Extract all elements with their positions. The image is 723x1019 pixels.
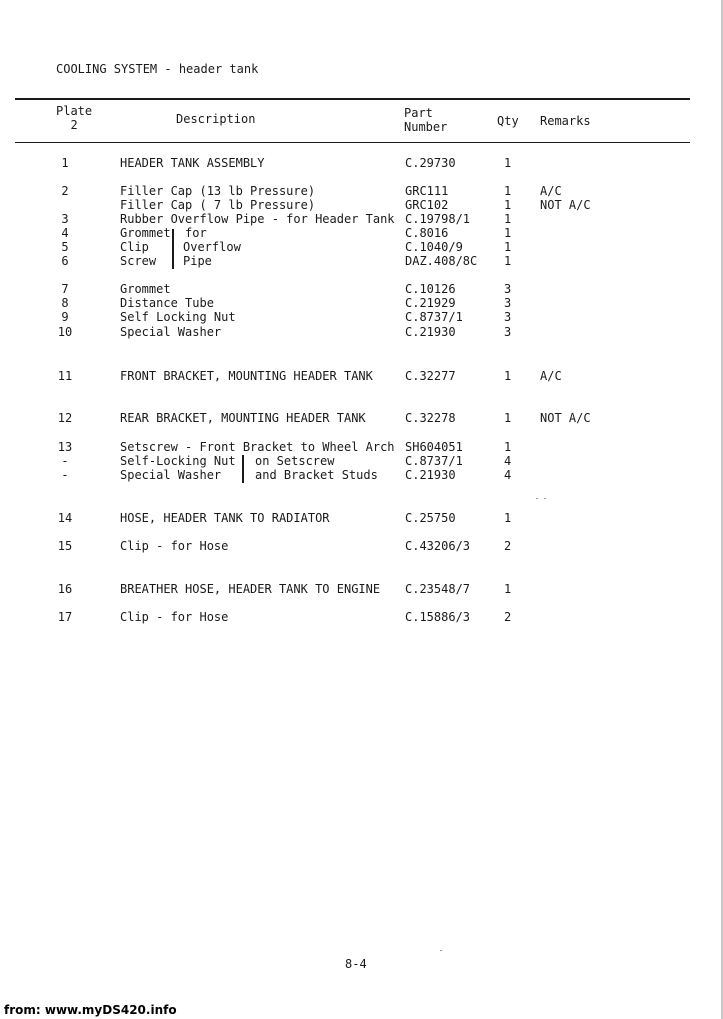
- cell-qty: 1: [504, 240, 512, 254]
- cell-description: Clip - for Hose: [120, 610, 229, 624]
- cell-description: Grommet: [120, 226, 171, 240]
- cell-qty: 3: [504, 310, 512, 324]
- header-remarks: Remarks: [540, 114, 591, 128]
- cell-plate: 2: [61, 184, 69, 198]
- cell-part-number: C.29730: [405, 156, 456, 170]
- cell-part-number: DAZ.408/8C: [405, 254, 478, 268]
- cell-remarks: NOT A/C: [540, 411, 591, 425]
- cell-qty: 2: [504, 610, 512, 624]
- cell-plate: 5: [61, 240, 69, 254]
- cell-description: Special Washer: [120, 468, 222, 482]
- cell-part-number: C.21929: [405, 296, 456, 310]
- cell-plate: 7: [61, 282, 69, 296]
- cell-remarks: NOT A/C: [540, 198, 591, 212]
- cell-qty: 1: [504, 226, 512, 240]
- cell-qty: 3: [504, 325, 512, 339]
- cell-description-sub: on Setscrew: [255, 454, 335, 468]
- header-plate: Plate 2: [56, 104, 93, 132]
- cell-part-number: C.8016: [405, 226, 449, 240]
- cell-plate: 11: [57, 369, 73, 383]
- cell-plate: 9: [61, 310, 69, 324]
- cell-qty: 2: [504, 539, 512, 553]
- scan-speck: [536, 498, 538, 499]
- cell-description: Grommet: [120, 282, 171, 296]
- cell-plate: 12: [57, 411, 73, 425]
- cell-part-number: C.8737/1: [405, 454, 463, 468]
- cell-qty: 1: [504, 511, 512, 525]
- cell-description: HOSE, HEADER TANK TO RADIATOR: [120, 511, 330, 525]
- header-qty: Qty: [497, 114, 519, 128]
- cell-description: HEADER TANK ASSEMBLY: [120, 156, 265, 170]
- cell-part-number: SH604051: [405, 440, 463, 454]
- page-number: 8-4: [345, 957, 367, 971]
- cell-qty: 4: [504, 454, 512, 468]
- cell-plate: 6: [61, 254, 69, 268]
- cell-plate: 15: [57, 539, 73, 553]
- cell-part-number: C.25750: [405, 511, 456, 525]
- cell-plate: 10: [57, 325, 73, 339]
- cell-description-sub: for: [185, 226, 207, 240]
- cell-plate: 13: [57, 440, 73, 454]
- cell-qty: 1: [504, 582, 512, 596]
- cell-qty: 3: [504, 296, 512, 310]
- cell-part-number: C.32278: [405, 411, 456, 425]
- cell-description: Distance Tube: [120, 296, 214, 310]
- cell-qty: 1: [504, 369, 512, 383]
- page-title: COOLING SYSTEM - header tank: [56, 62, 259, 76]
- cell-qty: 1: [504, 440, 512, 454]
- cell-description-sub: Pipe: [183, 254, 212, 268]
- cell-part-number: GRC111: [405, 184, 449, 198]
- scan-speck: [544, 498, 546, 499]
- group-bracket-overflow-pipe: [172, 229, 174, 269]
- cell-description: FRONT BRACKET, MOUNTING HEADER TANK: [120, 369, 373, 383]
- cell-description: Screw: [120, 254, 157, 268]
- cell-qty: 1: [504, 184, 512, 198]
- cell-part-number: C.19798/1: [405, 212, 471, 226]
- cell-part-number: C.1040/9: [405, 240, 463, 254]
- header-description: Description: [176, 112, 256, 126]
- cell-qty: 1: [504, 212, 512, 226]
- cell-plate: 4: [61, 226, 69, 240]
- group-bracket-setscrew: [242, 455, 244, 483]
- cell-plate: -: [61, 454, 69, 468]
- cell-plate: 16: [57, 582, 73, 596]
- cell-plate: 17: [57, 610, 73, 624]
- cell-description: Self-Locking Nut: [120, 454, 236, 468]
- scan-speck: [440, 950, 442, 951]
- cell-plate: 8: [61, 296, 69, 310]
- cell-qty: 1: [504, 156, 512, 170]
- cell-part-number: C.21930: [405, 468, 456, 482]
- cell-description: Clip: [120, 240, 149, 254]
- cell-description-sub: Overflow: [183, 240, 241, 254]
- cell-plate: -: [61, 468, 69, 482]
- cell-remarks: A/C: [540, 369, 562, 383]
- cell-plate: 1: [61, 156, 69, 170]
- header-part-number: Part Number: [404, 106, 448, 134]
- cell-description: Clip - for Hose: [120, 539, 229, 553]
- cell-plate: 3: [61, 212, 69, 226]
- cell-description: Setscrew - Front Bracket to Wheel Arch: [120, 440, 395, 454]
- cell-description: Filler Cap ( 7 lb Pressure): [120, 198, 316, 212]
- table-header-rule: [15, 142, 690, 143]
- cell-part-number: C.10126: [405, 282, 456, 296]
- cell-part-number: C.8737/1: [405, 310, 463, 324]
- cell-qty: 1: [504, 198, 512, 212]
- cell-part-number: C.23548/7: [405, 582, 471, 596]
- cell-description: Special Washer: [120, 325, 222, 339]
- cell-qty: 1: [504, 411, 512, 425]
- cell-plate: 14: [57, 511, 73, 525]
- cell-remarks: A/C: [540, 184, 562, 198]
- cell-qty: 1: [504, 254, 512, 268]
- table-top-rule: [15, 98, 690, 100]
- cell-description: REAR BRACKET, MOUNTING HEADER TANK: [120, 411, 366, 425]
- cell-description: Self Locking Nut: [120, 310, 236, 324]
- cell-description: Rubber Overflow Pipe - for Header Tank: [120, 212, 395, 226]
- cell-part-number: C.32277: [405, 369, 456, 383]
- footer-source: from: www.myDS420.info: [4, 1003, 177, 1017]
- cell-description: BREATHER HOSE, HEADER TANK TO ENGINE: [120, 582, 381, 596]
- cell-part-number: GRC102: [405, 198, 449, 212]
- cell-description: Filler Cap (13 lb Pressure): [120, 184, 316, 198]
- cell-qty: 3: [504, 282, 512, 296]
- cell-part-number: C.43206/3: [405, 539, 471, 553]
- cell-qty: 4: [504, 468, 512, 482]
- cell-part-number: C.21930: [405, 325, 456, 339]
- cell-description-sub: and Bracket Studs: [255, 468, 378, 482]
- cell-part-number: C.15886/3: [405, 610, 471, 624]
